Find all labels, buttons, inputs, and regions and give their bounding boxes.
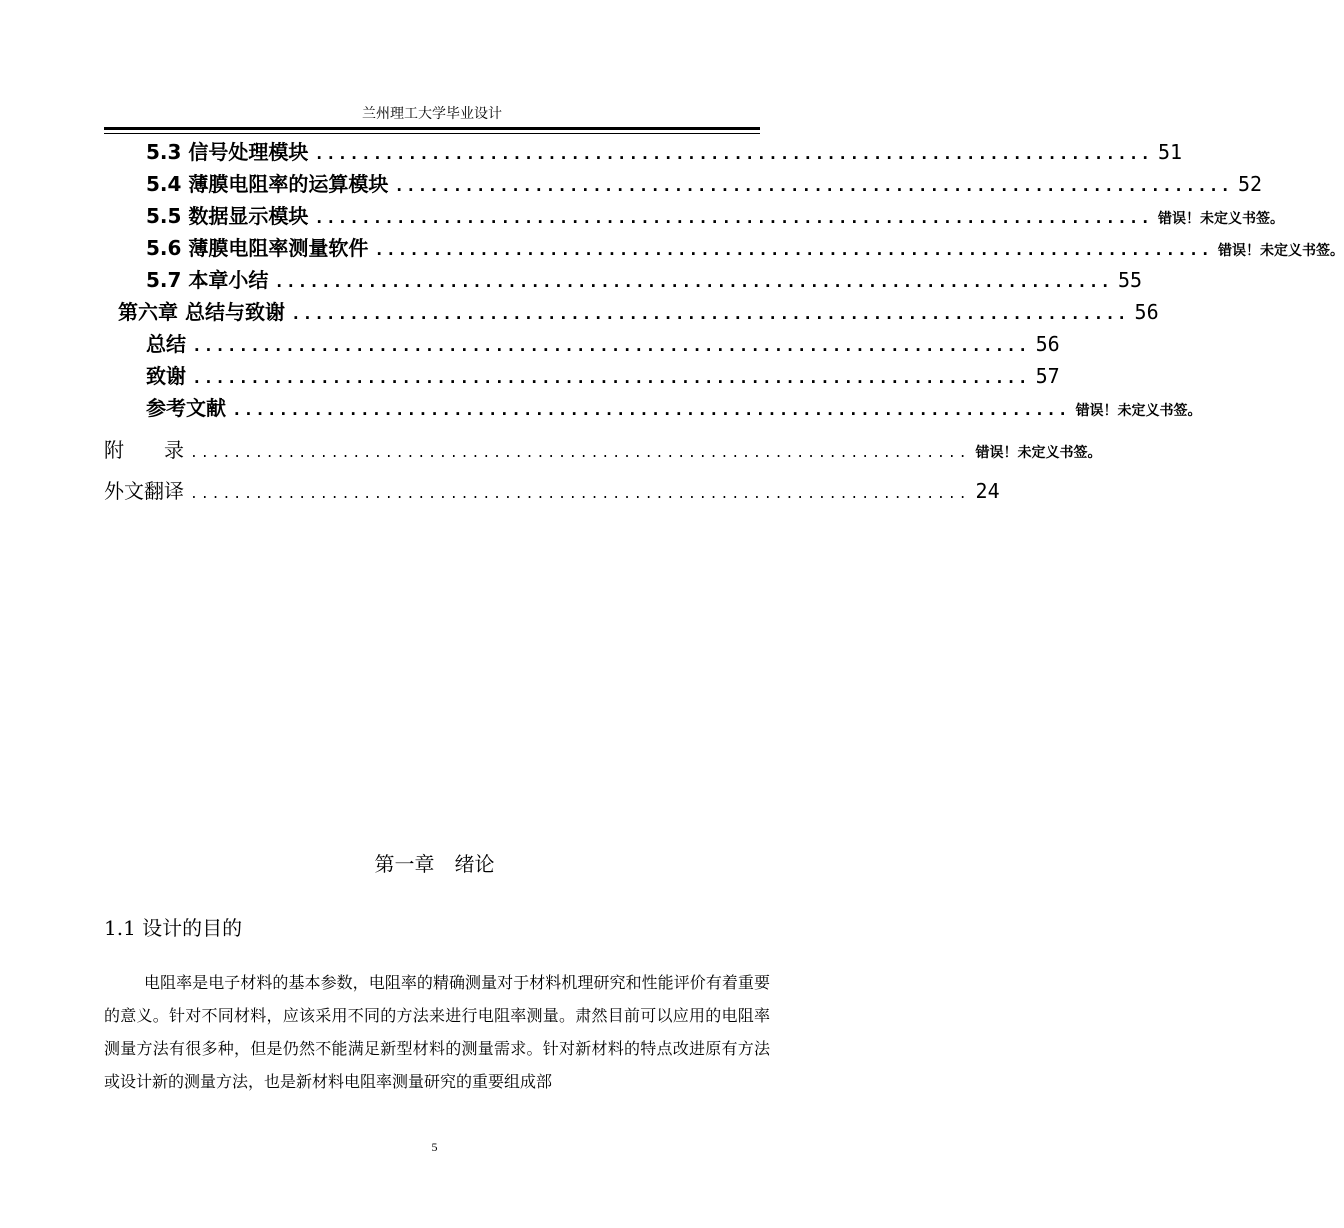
- toc-page-number: 51: [1157, 140, 1183, 164]
- toc-page-number: 24: [975, 479, 1000, 503]
- toc-entry-label: 总结: [146, 332, 186, 356]
- toc-entry-5-5[interactable]: [146, 202, 1284, 230]
- toc-entry-label: 5.5 数据显示模块: [146, 204, 309, 228]
- page-number: 5: [431, 1140, 438, 1154]
- toc-bookmark-error: 错误！未定义书签。: [975, 445, 1102, 461]
- toc-leader: ........................................................................: [314, 144, 1152, 163]
- toc-leader: ........................................................................: [374, 240, 1212, 259]
- toc-bookmark-error: 错误！未定义书签。: [1075, 403, 1202, 419]
- toc-bookmark-error: 错误！未定义书签。: [1157, 211, 1284, 227]
- toc-entry-5-6[interactable]: [146, 234, 1344, 262]
- toc-entry-label: 致谢: [146, 364, 186, 388]
- toc-page-number: 56: [1035, 332, 1060, 356]
- toc-entry-label: 5.7 本章小结: [146, 268, 269, 292]
- toc-page-number: 55: [1117, 268, 1143, 292]
- toc-entry-label: 5.4 薄膜电阻率的运算模块: [146, 172, 389, 196]
- toc-entry-5-3[interactable]: [146, 138, 1183, 166]
- toc-entry-label: 外文翻译: [104, 479, 184, 503]
- toc-entry-label: 参考文献: [146, 396, 226, 420]
- toc-entry-acknowledgement[interactable]: [146, 362, 1060, 390]
- header-rule-thick: [104, 127, 760, 130]
- toc-entry-label: 附 录: [104, 438, 184, 462]
- toc-entry-appendix[interactable]: [104, 436, 1102, 464]
- toc-leader: ........................................................................: [314, 208, 1152, 227]
- chapter-title: 第一章 绪论: [374, 852, 495, 876]
- toc-bookmark-error: 错误！未定义书签。: [1217, 243, 1344, 259]
- toc-leader: ........................................................................: [274, 272, 1112, 291]
- running-header: 兰州理工大学毕业设计: [362, 106, 502, 122]
- toc-leader: ........................................................................: [190, 487, 970, 502]
- section-heading: 1.1 设计的目的: [104, 916, 243, 940]
- toc-entry-label: 第六章 总结与致谢: [118, 300, 285, 324]
- toc-entry-5-7[interactable]: [146, 266, 1143, 294]
- toc-page-number: 57: [1035, 364, 1060, 388]
- toc-leader: ........................................................................: [232, 400, 1070, 419]
- toc-entry-label: 5.3 信号处理模块: [146, 140, 309, 164]
- toc-entry-label: 5.6 薄膜电阻率测量软件: [146, 236, 369, 260]
- toc-leader: ........................................................................: [190, 446, 970, 461]
- toc-entry-summary[interactable]: [146, 330, 1060, 358]
- toc-page-number: 56: [1134, 300, 1159, 324]
- toc-leader: ........................................................................: [290, 304, 1129, 323]
- toc-entry-5-4[interactable]: [146, 170, 1263, 198]
- body-paragraph: 电阻率是电子材料的基本参数，电阻率的精确测量对于材料机理研究和性能评价有着重要的意义。针对不同材料，应该采用不同的方法来进行电阻率测量。肃然目前可以应用的电阻率测量方法有很多种，但是仍然不能满足新型材料的测量需求。针对新材料的特点改进原有方法或设计新的测量方法，也是新材料电阻率测量研究的重要组成部: [104, 973, 770, 1091]
- toc-entry-translation[interactable]: [104, 477, 1000, 505]
- toc-entry-references[interactable]: [146, 394, 1202, 422]
- toc-leader: ........................................................................: [192, 368, 1030, 387]
- header-rule-thin: [104, 133, 760, 134]
- toc-leader: ........................................................................: [192, 336, 1030, 355]
- toc-entry-chapter-6[interactable]: [118, 298, 1159, 326]
- toc-leader: ........................................................................: [394, 176, 1232, 195]
- toc-page-number: 52: [1237, 172, 1263, 196]
